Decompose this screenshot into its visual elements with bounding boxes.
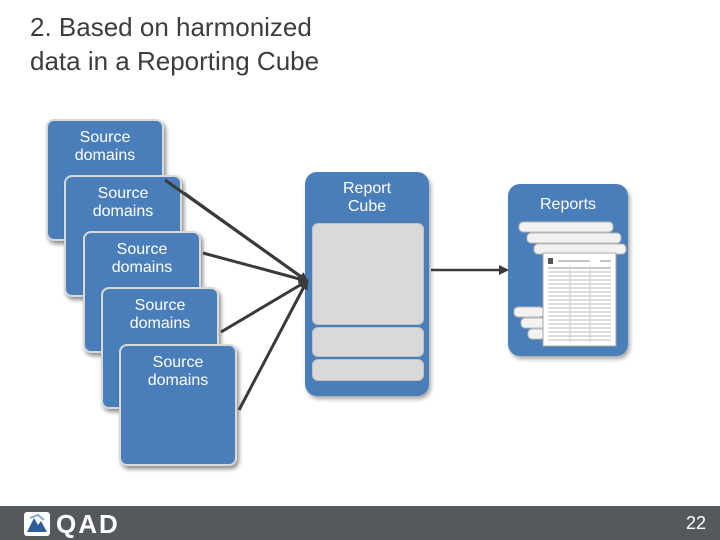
source-domains-label: domains [92, 203, 154, 220]
arrow-source-3-to-cube [203, 253, 307, 281]
slide-title-line-2: data in a Reporting Cube [30, 46, 320, 76]
source-domains-label: domains [111, 259, 173, 276]
source-domains-label: Source [79, 129, 131, 146]
source-domains-label: Source [116, 241, 168, 258]
qad-logo-text: QAD [56, 509, 120, 539]
report-cube-label-line-2: Cube [347, 198, 387, 215]
source-domains-label: domains [147, 372, 209, 389]
slide-title-line-1: 2. Based on harmonized [30, 12, 312, 42]
qad-logo-icon [24, 512, 50, 536]
report-pages-icon [514, 222, 626, 346]
source-domains-label: domains [74, 147, 136, 164]
footer-bar [0, 506, 720, 540]
report-cube-label-line-1: Report [342, 180, 392, 197]
page-number: 22 [685, 513, 706, 533]
reports-label: Reports [539, 196, 597, 213]
source-domains-label: domains [129, 315, 191, 332]
source-domains-label: Source [134, 297, 186, 314]
source-domains-label: Source [97, 185, 149, 202]
source-domains-label: Source [152, 354, 204, 371]
arrow-source-2-to-cube [184, 193, 307, 281]
